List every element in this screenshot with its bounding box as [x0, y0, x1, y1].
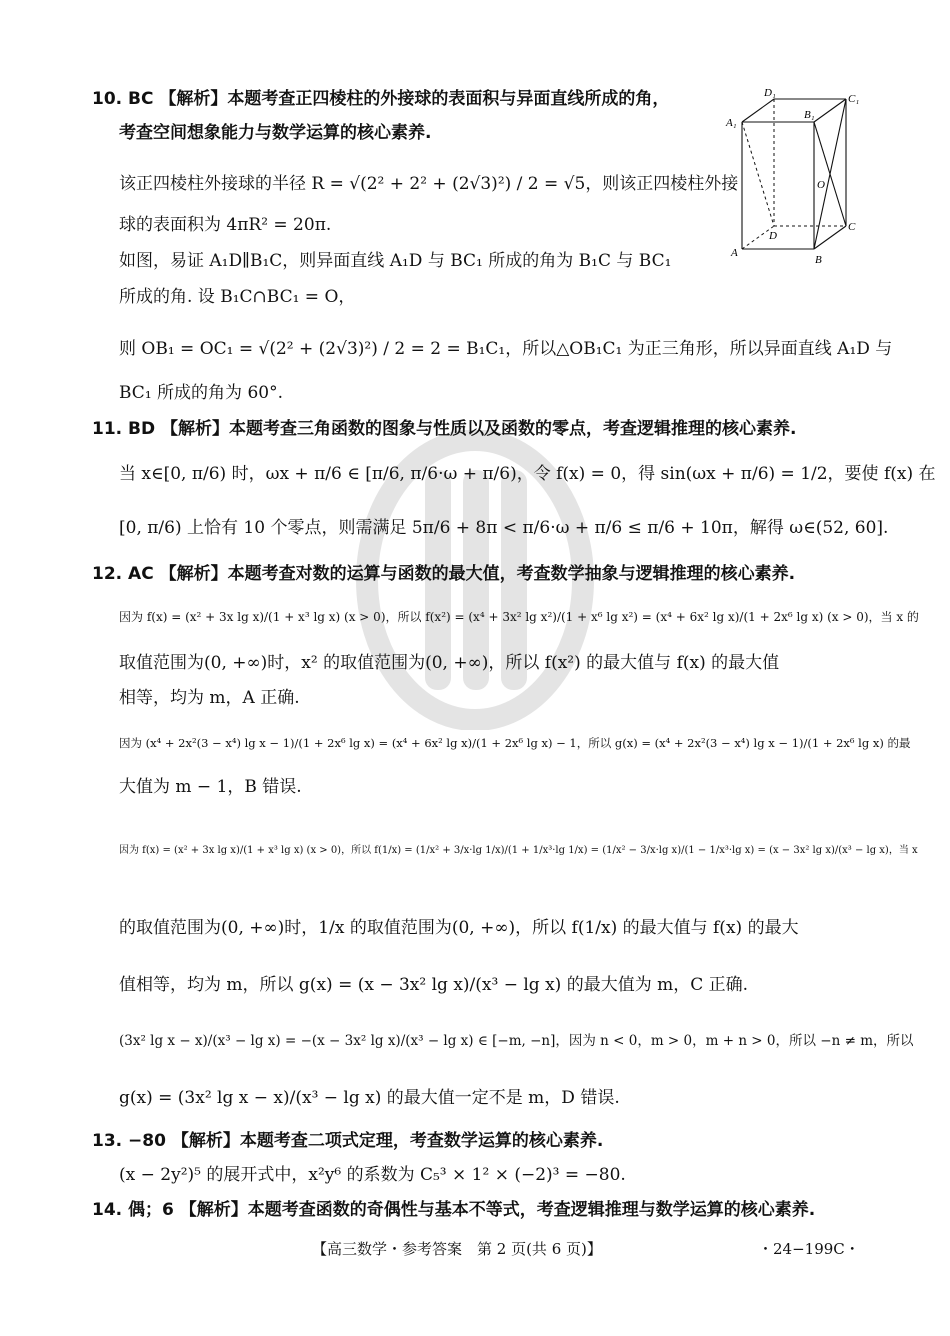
q10-intersection-line: 所成的角. 设 B₁C∩BC₁ = O，	[119, 287, 356, 307]
q14-heading: 14. 偶；6 【解析】本题考查函数的奇偶性与基本不等式，考查逻辑推理与数学运算的核心素养.	[92, 1200, 816, 1220]
q10-parallel-line: 如图，易证 A₁D∥B₁C，则异面直线 A₁D 与 BC₁ 所成的角为 B₁C 与 BC₁	[119, 251, 672, 271]
label-a1: A₁	[726, 117, 737, 129]
q12-line2: 取值范围为(0, +∞)时，x² 的取值范围为(0, +∞)，所以 f(x²) 的最大值与 f(x) 的最大值	[119, 653, 780, 673]
q12-heading: 12. AC 【解析】本题考查对数的运算与函数的最大值，考查数学抽象与逻辑推理的核心素养.	[92, 564, 796, 584]
label-o: O	[817, 179, 825, 191]
q12-line5: 大值为 m − 1，B 错误.	[119, 777, 302, 797]
edge-bc	[814, 226, 846, 249]
edge-a1d1	[742, 99, 774, 122]
footer-page-info: 【高三数学・参考答案 第 2 页(共 6 页)】	[312, 1240, 602, 1258]
q12-line8: 值相等，均为 m，所以 g(x) = (x − 3x² lg x)/(x³ − lg x) 的最大值为 m，C 正确.	[119, 975, 749, 995]
q12-line1: 因为 f(x) = (x² + 3x lg x)/(1 + x³ lg x) (x > 0)，所以 f(x²) = (x⁴ + 3x² lg x²)/(1 + x⁶ lg x²) = (x⁴ + 6x² lg x)/(1 + 2x⁶ lg x) (x > 0)，当 x 的	[119, 610, 919, 624]
prism-figure	[724, 84, 870, 272]
edge-b1c1	[814, 99, 846, 122]
q10-angle-result: BC₁ 所成的角为 60°.	[119, 383, 283, 403]
q12-line9: (3x² lg x − x)/(x³ − lg x) = −(x − 3x² lg x)/(x³ − lg x) ∈ [−m, −n]，因为 n < 0，m > 0，m + n > 0，所以 −n ≠ m，所以	[119, 1033, 914, 1049]
q10-surface-area: 球的表面积为 4πR² = 20π.	[119, 215, 332, 235]
q13-heading: 13. −80 【解析】本题考查二项式定理，考查数学运算的核心素养.	[92, 1131, 604, 1151]
q10-heading-cont: 考查空间想象能力与数学运算的核心素养.	[119, 123, 432, 143]
diag-a1d	[742, 122, 774, 226]
label-d: D	[769, 230, 777, 242]
q12-line10: g(x) = (3x² lg x − x)/(x³ − lg x) 的最大值一定不是 m，D 错误.	[119, 1088, 620, 1108]
q11-heading: 11. BD 【解析】本题考查三角函数的图象与性质以及函数的零点，考查逻辑推理的核心素养.	[92, 419, 797, 439]
q13-line1: (x − 2y²)⁵ 的展开式中，x²y⁶ 的系数为 C₅³ × 1² × (−2)³ = −80.	[119, 1165, 626, 1185]
q12-line6: 因为 f(x) = (x² + 3x lg x)/(1 + x³ lg x) (x > 0)，所以 f(1/x) = (1/x² + 3/x·lg 1/x)/(1 + 1/x³·lg 1/x) = (1/x² − 3/x·lg x)/(1 − 1/x³·lg x) = (x − 3x² lg x)/(x³ − lg x)，当 x	[119, 845, 918, 856]
label-c: C	[848, 221, 856, 233]
q12-line7: 的取值范围为(0, +∞)时，1/x 的取值范围为(0, +∞)，所以 f(1/x) 的最大值与 f(x) 的最大	[119, 918, 799, 938]
label-b1: B₁	[804, 109, 815, 121]
label-b: B	[815, 254, 822, 266]
q10-heading: 10. BC 【解析】本题考查正四棱柱的外接球的表面积与异面直线所成的角，	[92, 89, 670, 109]
label-d1: D₁	[764, 87, 776, 99]
footer-code: ・24−199C・	[758, 1240, 860, 1258]
q12-line3: 相等，均为 m，A 正确.	[119, 688, 300, 708]
q12-line4: 因为 (x⁴ + 2x²(3 − x⁴) lg x − 1)/(1 + 2x⁶ lg x) = (x⁴ + 6x² lg x)/(1 + 2x⁶ lg x) − 1，所以 g(x) = (x⁴ + 2x²(3 − x⁴) lg x − 1)/(1 + 2x⁶ lg x) 的最	[119, 736, 911, 750]
q11-line1: 当 x∈[0, π/6) 时，ωx + π/6 ∈ [π/6, π/6·ω + π/6)，令 f(x) = 0，得 sin(ωx + π/6) = 1/2，要使 f(x) 在	[119, 464, 936, 484]
label-a: A	[731, 247, 738, 259]
q11-line2: [0, π/6) 上恰有 10 个零点，则需满足 5π/6 + 8π < π/6·ω + π/6 ≤ π/6 + 10π，解得 ω∈(52, 60].	[119, 518, 889, 538]
q10-radius-line: 该正四棱柱外接球的半径 R = √(2² + 2² + (2√3)²) / 2 = √5，则该正四棱柱外接	[119, 174, 739, 194]
q10-triangle-line: 则 OB₁ = OC₁ = √(2² + (2√3)²) / 2 = 2 = B₁C₁，所以△OB₁C₁ 为正三角形，所以异面直线 A₁D 与	[119, 339, 893, 359]
label-c1: C₁	[848, 93, 860, 105]
